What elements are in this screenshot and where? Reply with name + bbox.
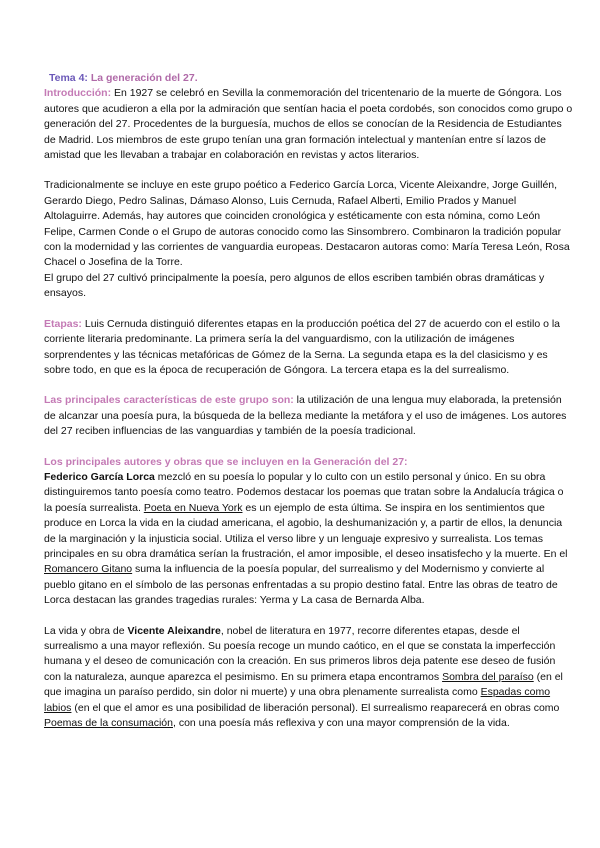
aleixandre-text-1: , nobel de literatura en 1977, recorre diferentes etapas, desde el surrealismo a una mayor reflexión. Su poesía recoge un mundo caótico, en el que se constata la imperfección humana y el deseo de comunicación con la creación. En sus primeros libros deja patente ese deseo de fusión con la naturaleza, aunque aparezca el pesimismo. En su primera etapa encontramos	[44, 624, 556, 683]
aleixandre-text-2: (en el que imagina un paraíso perdido, sin dolor ni muerte) y una obra plenamente surrealista como	[44, 670, 563, 699]
work-espadas-como-labios: Espadas como labios	[44, 686, 551, 714]
lorca-text-3: suma la influencia de la poesía popular, del surrealismo y del Modernismo y convierte al pueblo gitano en el símbolo de las personas enfrentadas a su propio destino fatal. Entre las obras de teatro de Lorca destacan las grandes tragedias rurales: Yerma y La casa de Bernarda Alba.	[44, 563, 558, 607]
aleixandre-name: Vicente Aleixandre	[127, 624, 221, 637]
lorca-name: Federico García Lorca	[44, 470, 155, 483]
title-number: Tema 4:	[49, 72, 88, 84]
lorca-text-2: es un ejemplo de esta última. Se inspira en los sentimientos que produce en Lorca la vida en la ciudad americana, el agobio, la deshumanización y, a partir de ellos, la denuncia de la marginación y la injusticia social. Utiliza el verso libre y un lenguaje expresivo y surrealista. Los temas principales en su obra dramática serían la frustración, el amor imposible, el deseo insatisfecho y la muerte. En el	[44, 501, 568, 560]
aleixandre-text-0: La vida y obra de	[44, 624, 128, 637]
lorca-text-1: mezcló en su poesía lo popular y lo culto con un estilo personal y único. En su obra distinguiremos tanto poesía como teatro. Podemos destacar los poemas que tratan sobre la Andalucía trágica o la poesía surrealista.	[44, 470, 564, 514]
intro-paragraph	[44, 86, 574, 163]
title-name: La generación del 27.	[90, 72, 198, 84]
stages-text: Luis Cernuda distinguió diferentes etapas en la producción poética del 27 de acuerdo con el estilo o la corriente literaria predominante. La primera sería la del vanguardismo, con la utilización de imágenes sorprendentes y las técnicas metafóricas de Gómez de la Serna. La segunda etapa es la del clasicismo y es sobre todo, en que es la época de recuperación de Góngora. La tercera etapa es la del surrealismo.	[44, 317, 561, 376]
members-paragraph: Tradicionalmente se incluye en este grupo poético a Federico García Lorca, Vicente Aleixandre, Jorge Guillén, Gerardo Diego, Pedro Salinas, Dámaso Alonso, Luis Cernuda, Rafael Alberti, Emilio Prados y Manuel Altolaguirre. Además, hay autores que coinciden cronológica y estéticamente con esta nómina, como León Felipe, Carmen Conde o el Grupo de autoras conocido como las Sinsombrero. Combinaron la tradición popular con la modernidad y las corrientes de vanguardia europeas. Destacaron autoras como: María Teresa León, Rosa Chacel o Josefina de la Torre.	[44, 179, 570, 269]
work-poeta-en-nueva-york: Poeta en Nueva York	[143, 501, 243, 514]
lorca-paragraph	[44, 470, 574, 609]
intro-text: En 1927 se celebró en Sevilla la conmemoración del tricentenario de la muerte de Góngora. Los autores que acudieron a ella por la admiración que sentían hacia el poeta cordobés, son conocidos como grupo o generación del 27. Procedentes de la burguesía, muchos de ellos se conocían de la Residencia de Estudiantes de Madrid. Los miembros de este grupo tenían una gran formación intelectual y mantenían entre sí lazos de amistad que les llevaban a trabajar en colaboración en revistas y actos literarios.	[44, 87, 573, 162]
features-paragraph	[44, 393, 574, 439]
features-text: la utilización de una lengua muy elaborada, la pretensión de alcanzar una poesía pura, la búsqueda de la belleza mediante la metáfora y el uso de imágenes. Los autores del 27 reciben influencias de las vanguardias y también de la poesía tradicional.	[44, 394, 567, 438]
work-sombra-del-paraiso: Sombra del paraíso	[442, 670, 534, 683]
stages-label: Etapas:	[44, 317, 82, 330]
features-label: Las principales características de este grupo son:	[44, 394, 294, 407]
genres-paragraph: El grupo del 27 cultivó principalmente la poesía, pero algunos de ellos escriben también obras dramáticas y ensayos.	[44, 271, 545, 300]
aleixandre-text-4: , con una poesía más reflexiva y con una mayor comprensión de la vida.	[173, 717, 510, 730]
intro-label: Introducción:	[44, 87, 112, 100]
work-poemas-de-la-consumacion: Poemas de la consumación	[44, 717, 173, 730]
page-title	[49, 71, 574, 86]
work-romancero-gitano: Romancero Gitano	[44, 563, 133, 576]
aleixandre-paragraph	[44, 624, 574, 732]
stages-paragraph	[44, 317, 574, 379]
authors-heading: Los principales autores y obras que se incluyen en la Generación del 27:	[44, 455, 408, 468]
aleixandre-text-3: (en el que el amor es una posibilidad de liberación personal). El surrealismo reaparecerá en obras como	[71, 701, 560, 714]
